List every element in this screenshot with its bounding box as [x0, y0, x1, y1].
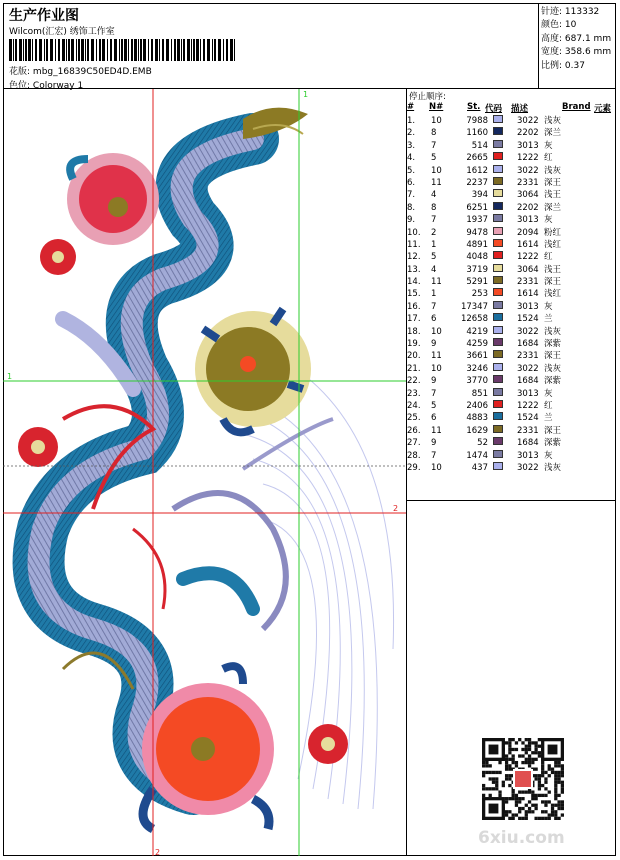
flower-small-bottom-right: [308, 724, 348, 764]
row-stitches: 394: [471, 190, 488, 201]
row-stitches: 17347: [460, 301, 488, 312]
row-code: 1614: [517, 289, 539, 300]
row-code: 3022: [517, 363, 539, 374]
row-seq: 17.: [407, 314, 421, 325]
row-desc: 浅灰: [544, 165, 562, 176]
file-label: 花版:: [9, 67, 31, 77]
color-swatch: [493, 313, 503, 321]
sequence-row: [407, 301, 616, 313]
row-seq: 3.: [407, 140, 416, 151]
row-needle: 8: [431, 202, 437, 213]
row-code: 3022: [517, 462, 539, 473]
row-code: 3064: [517, 190, 539, 201]
row-needle: 9: [431, 339, 437, 350]
row-code: 3013: [517, 450, 539, 461]
header-st: St.: [467, 102, 481, 112]
watermark-logo: 6xiu.com: [478, 828, 565, 848]
row-seq: 14.: [407, 277, 421, 288]
row-seq: 10.: [407, 227, 421, 238]
sequence-row: [407, 276, 616, 288]
color-swatch: [493, 288, 503, 296]
row-desc: 浅红: [544, 289, 562, 300]
header-panel: [3, 3, 539, 89]
row-code: 3013: [517, 140, 539, 151]
color-swatch: [493, 239, 503, 247]
row-desc: 浅王: [544, 190, 562, 201]
color-swatch: [493, 450, 503, 458]
row-seq: 29.: [407, 462, 421, 473]
row-code: 3022: [517, 116, 539, 126]
row-seq: 15.: [407, 289, 421, 300]
row-stitches: 2665: [466, 153, 488, 164]
row-seq: 19.: [407, 339, 421, 350]
color-swatch: [493, 375, 503, 383]
row-needle: 1: [431, 239, 437, 250]
row-seq: 9.: [407, 215, 416, 226]
color-swatch: [493, 301, 503, 309]
row-stitches: 4259: [466, 339, 488, 350]
row-needle: 9: [431, 376, 437, 387]
header-code: 代码: [485, 104, 503, 114]
sequence-title: 停止顺序:: [409, 92, 446, 102]
row-needle: 11: [431, 277, 442, 288]
row-stitches: 52: [477, 438, 488, 449]
color-swatch: [493, 338, 503, 346]
row-code: 2202: [517, 128, 539, 139]
row-code: 2331: [517, 351, 539, 362]
row-stitches: 3770: [466, 376, 488, 387]
guide-label-v1: 1: [303, 90, 309, 99]
row-seq: 18.: [407, 326, 421, 337]
color-swatch: [493, 400, 503, 408]
row-needle: 11: [431, 351, 442, 362]
row-needle: 10: [431, 165, 442, 176]
row-code: 1614: [517, 239, 539, 250]
color-swatch: [493, 127, 503, 135]
row-desc: 灰: [544, 388, 553, 399]
stat-colors: 颜色: 10: [541, 20, 577, 31]
row-needle: 7: [431, 140, 437, 151]
row-code: 2331: [517, 277, 539, 288]
row-stitches: 7988: [466, 116, 488, 126]
row-needle: 5: [431, 400, 437, 411]
row-code: 2331: [517, 177, 539, 188]
color-swatch: [493, 412, 503, 420]
row-seq: 23.: [407, 388, 421, 399]
row-desc: 红: [544, 400, 553, 411]
color-swatch: [493, 264, 503, 272]
flower-top-left: [67, 153, 159, 245]
row-desc: 浅灰: [544, 363, 562, 374]
row-stitches: 12658: [460, 314, 488, 325]
sequence-row: [407, 338, 616, 350]
stop-sequence-panel: [407, 89, 616, 501]
row-needle: 8: [431, 128, 437, 139]
row-desc: 浅灰: [544, 462, 562, 473]
color-swatch: [493, 363, 503, 371]
row-needle: 5: [431, 153, 437, 164]
color-swatch: [493, 425, 503, 433]
row-desc: 深紫: [544, 438, 562, 449]
stats-panel: [539, 3, 616, 89]
row-desc: 灰: [544, 140, 553, 151]
color-swatch: [493, 189, 503, 197]
row-desc: 浅灰: [544, 116, 562, 126]
sequence-row: [407, 177, 616, 189]
color-swatch: [493, 177, 503, 185]
row-desc: 兰: [544, 314, 553, 325]
sequence-row: [407, 313, 616, 325]
guide-label-h2: 2: [393, 504, 399, 513]
row-code: 3013: [517, 301, 539, 312]
row-code: 3013: [517, 388, 539, 399]
sequence-row: [407, 326, 616, 338]
sequence-row: [407, 264, 616, 276]
row-stitches: 1474: [466, 450, 488, 461]
row-needle: 6: [431, 314, 437, 325]
header-desc: 描述: [511, 104, 529, 114]
row-needle: 7: [431, 215, 437, 226]
file-line: [9, 64, 152, 77]
file-name: mbg_16839C50ED4D.EMB: [32, 67, 152, 77]
color-swatch: [493, 115, 503, 123]
row-needle: 4: [431, 264, 437, 275]
sequence-row: [407, 388, 616, 400]
sequence-row: [407, 412, 616, 424]
sequence-row: [407, 239, 616, 251]
row-stitches: 4883: [466, 413, 488, 424]
row-code: 3064: [517, 264, 539, 275]
sequence-row: [407, 437, 616, 449]
design-preview[interactable]: [3, 89, 407, 856]
color-swatch: [493, 251, 503, 259]
row-needle: 10: [431, 462, 442, 473]
row-seq: 21.: [407, 363, 421, 374]
row-needle: 9: [431, 438, 437, 449]
header-elem: 元素: [594, 104, 612, 114]
row-seq: 7.: [407, 190, 416, 201]
row-stitches: 3661: [466, 351, 488, 362]
sequence-row: [407, 115, 616, 127]
guide-label-v2: 2: [155, 848, 161, 856]
row-code: 1684: [517, 339, 539, 350]
row-code: 1222: [517, 153, 539, 164]
barcode: [9, 39, 237, 61]
row-needle: 10: [431, 363, 442, 374]
row-stitches: 5291: [466, 277, 488, 288]
color-swatch: [493, 462, 503, 470]
color-swatch: [493, 326, 503, 334]
color-swatch: [493, 276, 503, 284]
color-swatch: [493, 214, 503, 222]
row-seq: 1.: [407, 116, 416, 126]
sequence-header: [407, 102, 616, 114]
row-code: 1222: [517, 252, 539, 263]
row-seq: 4.: [407, 153, 416, 164]
row-desc: 深兰: [544, 128, 562, 139]
sequence-row: [407, 127, 616, 139]
sequence-row: [407, 375, 616, 387]
row-stitches: 253: [471, 289, 488, 300]
colorway-label: 色位:: [9, 81, 31, 91]
sequence-row: [407, 251, 616, 263]
row-seq: 11.: [407, 239, 421, 250]
row-desc: 灰: [544, 450, 553, 461]
row-desc: 深王: [544, 351, 562, 362]
row-code: 3022: [517, 326, 539, 337]
stat-stitches: 针迹: 113332: [541, 7, 600, 17]
sequence-rows: [407, 115, 616, 474]
row-stitches: 9478: [466, 227, 488, 238]
row-seq: 5.: [407, 165, 416, 176]
sequence-row: [407, 189, 616, 201]
color-swatch: [493, 437, 503, 445]
stat-width: 宽度: 358.6 mm: [541, 47, 612, 58]
row-needle: 4: [431, 190, 437, 201]
row-needle: 7: [431, 301, 437, 312]
row-seq: 2.: [407, 128, 416, 139]
row-desc: 深王: [544, 177, 562, 188]
row-seq: 26.: [407, 425, 421, 436]
row-stitches: 4891: [466, 239, 488, 250]
row-seq: 25.: [407, 413, 421, 424]
row-stitches: 437: [471, 462, 488, 473]
row-code: 1684: [517, 438, 539, 449]
color-swatch: [493, 350, 503, 358]
row-desc: 深王: [544, 425, 562, 436]
sequence-row: [407, 400, 616, 412]
row-seq: 20.: [407, 351, 421, 362]
row-stitches: 1937: [466, 215, 488, 226]
row-desc: 兰: [544, 413, 553, 424]
row-desc: 红: [544, 252, 553, 263]
sequence-row: [407, 462, 616, 474]
header-n: N#: [429, 102, 444, 112]
row-code: 2094: [517, 227, 539, 238]
color-swatch: [493, 165, 503, 173]
company-name: Wilcom(汇宏) 绣饰工作室: [9, 27, 115, 37]
sequence-row: [407, 363, 616, 375]
sequence-row: [407, 140, 616, 152]
row-seq: 8.: [407, 202, 416, 213]
row-code: 1222: [517, 400, 539, 411]
row-stitches: 2406: [466, 400, 488, 411]
row-desc: 红: [544, 153, 553, 164]
row-seq: 28.: [407, 450, 421, 461]
color-swatch: [493, 152, 503, 160]
row-needle: 5: [431, 252, 437, 263]
row-seq: 16.: [407, 301, 421, 312]
row-code: 1524: [517, 314, 539, 325]
row-seq: 13.: [407, 264, 421, 275]
header-seq: #: [407, 102, 415, 112]
row-seq: 27.: [407, 438, 421, 449]
page-title: 生产作业图: [9, 8, 79, 24]
stat-scale: 比例: 0.37: [541, 60, 585, 71]
flower-small-mid-left: [18, 427, 58, 467]
row-needle: 10: [431, 116, 442, 126]
guide-label-h1: 1: [7, 372, 13, 381]
row-code: 3013: [517, 215, 539, 226]
row-desc: 灰: [544, 301, 553, 312]
color-swatch: [493, 140, 503, 148]
row-stitches: 514: [471, 140, 488, 151]
row-needle: 2: [431, 227, 437, 238]
row-seq: 6.: [407, 177, 416, 188]
color-swatch: [493, 202, 503, 210]
row-needle: 6: [431, 413, 437, 424]
row-desc: 深王: [544, 277, 562, 288]
sequence-row: [407, 202, 616, 214]
row-seq: 22.: [407, 376, 421, 387]
row-needle: 10: [431, 326, 442, 337]
row-stitches: 1629: [466, 425, 488, 436]
colorway-value: Colorway 1: [32, 81, 84, 91]
row-desc: 深紫: [544, 339, 562, 350]
row-desc: 深兰: [544, 202, 562, 213]
row-stitches: 4219: [466, 326, 488, 337]
row-stitches: 1160: [466, 128, 488, 139]
row-needle: 7: [431, 450, 437, 461]
row-stitches: 6251: [466, 202, 488, 213]
row-seq: 12.: [407, 252, 421, 263]
row-code: 1524: [517, 413, 539, 424]
sequence-row: [407, 425, 616, 437]
row-stitches: 2237: [466, 177, 488, 188]
sequence-row: [407, 288, 616, 300]
row-desc: 深紫: [544, 376, 562, 387]
sequence-row: [407, 227, 616, 239]
row-stitches: 851: [471, 388, 488, 399]
sequence-row: [407, 214, 616, 226]
flower-middle-right: [195, 309, 311, 432]
row-desc: 浅红: [544, 239, 562, 250]
row-seq: 24.: [407, 400, 421, 411]
row-stitches: 4048: [466, 252, 488, 263]
row-code: 2331: [517, 425, 539, 436]
row-stitches: 3719: [466, 264, 488, 275]
color-swatch: [493, 388, 503, 396]
row-needle: 11: [431, 177, 442, 188]
row-stitches: 1612: [466, 165, 488, 176]
header-brand: Brand: [562, 102, 591, 112]
sequence-row: [407, 350, 616, 362]
row-desc: 粉红: [544, 227, 562, 238]
sequence-row: [407, 165, 616, 177]
qr-code: [482, 738, 564, 820]
row-needle: 11: [431, 425, 442, 436]
sequence-row: [407, 450, 616, 462]
embroidery-design: [3, 89, 407, 856]
row-code: 3022: [517, 165, 539, 176]
flower-small-left: [40, 239, 76, 275]
row-stitches: 3246: [466, 363, 488, 374]
row-needle: 7: [431, 388, 437, 399]
sequence-row: [407, 152, 616, 164]
row-desc: 浅王: [544, 264, 562, 275]
row-desc: 浅灰: [544, 326, 562, 337]
stat-height: 高度: 687.1 mm: [541, 33, 612, 44]
row-code: 2202: [517, 202, 539, 213]
color-swatch: [493, 227, 503, 235]
row-code: 1684: [517, 376, 539, 387]
row-needle: 1: [431, 289, 437, 300]
row-desc: 灰: [544, 215, 553, 226]
